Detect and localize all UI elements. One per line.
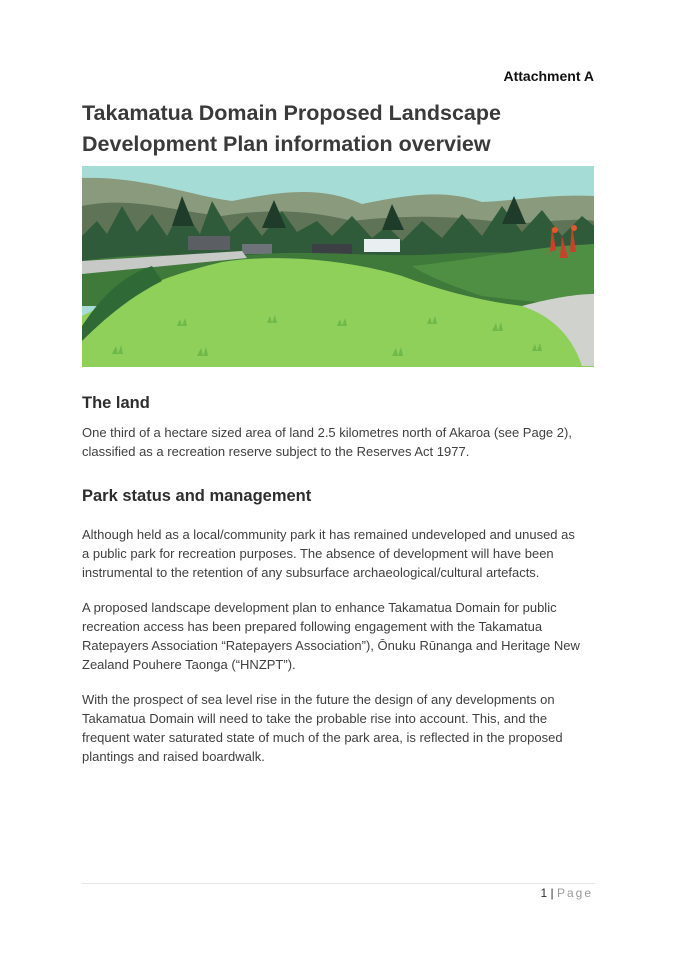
- page-footer: [540, 886, 593, 900]
- section-heading-the-land: The land: [82, 394, 150, 412]
- section-heading-park-status: Park status and management: [82, 487, 312, 505]
- attachment-label: Attachment A: [503, 68, 594, 84]
- title-line-1: Takamatua Domain Proposed Landscape: [82, 101, 501, 125]
- page-number: 1: [540, 886, 548, 900]
- page-title: [82, 98, 602, 160]
- park-status-paragraph-1: Although held as a local/community park it has remained undeveloped and unused as a public park for recreation purposes. The absence of development will have been instrumental to the retention of any subsurface archaeological/cultural artefacts.: [82, 527, 575, 580]
- page-separator: |: [550, 886, 554, 900]
- park-status-paragraph-2: A proposed landscape development plan to enhance Takamatua Domain for public recreation access has been prepared following engagement with the Takamatua Ratepayers Association “Ratepayers Association”), Ōnuku Rūnanga and Heritage New Zealand Pouhere Taonga (“HNZPT”).: [82, 600, 580, 672]
- landscape-illustration: [82, 166, 594, 367]
- title-line-2: Development Plan information overview: [82, 132, 491, 156]
- park-status-paragraph-3: With the prospect of sea level rise in the future the design of any developments on Takamatua Domain will need to take the probable rise into account. This, and the frequent water saturated state of much of the park area, is reflected in the proposed plantings and raised boardwalk.: [82, 692, 563, 764]
- page-word: Page: [556, 886, 593, 900]
- the-land-paragraph: One third of a hectare sized area of land 2.5 kilometres north of Akaroa (see Page 2), classified as a recreation reserve subject to the Reserves Act 1977.: [82, 425, 572, 459]
- footer-divider: [82, 883, 595, 884]
